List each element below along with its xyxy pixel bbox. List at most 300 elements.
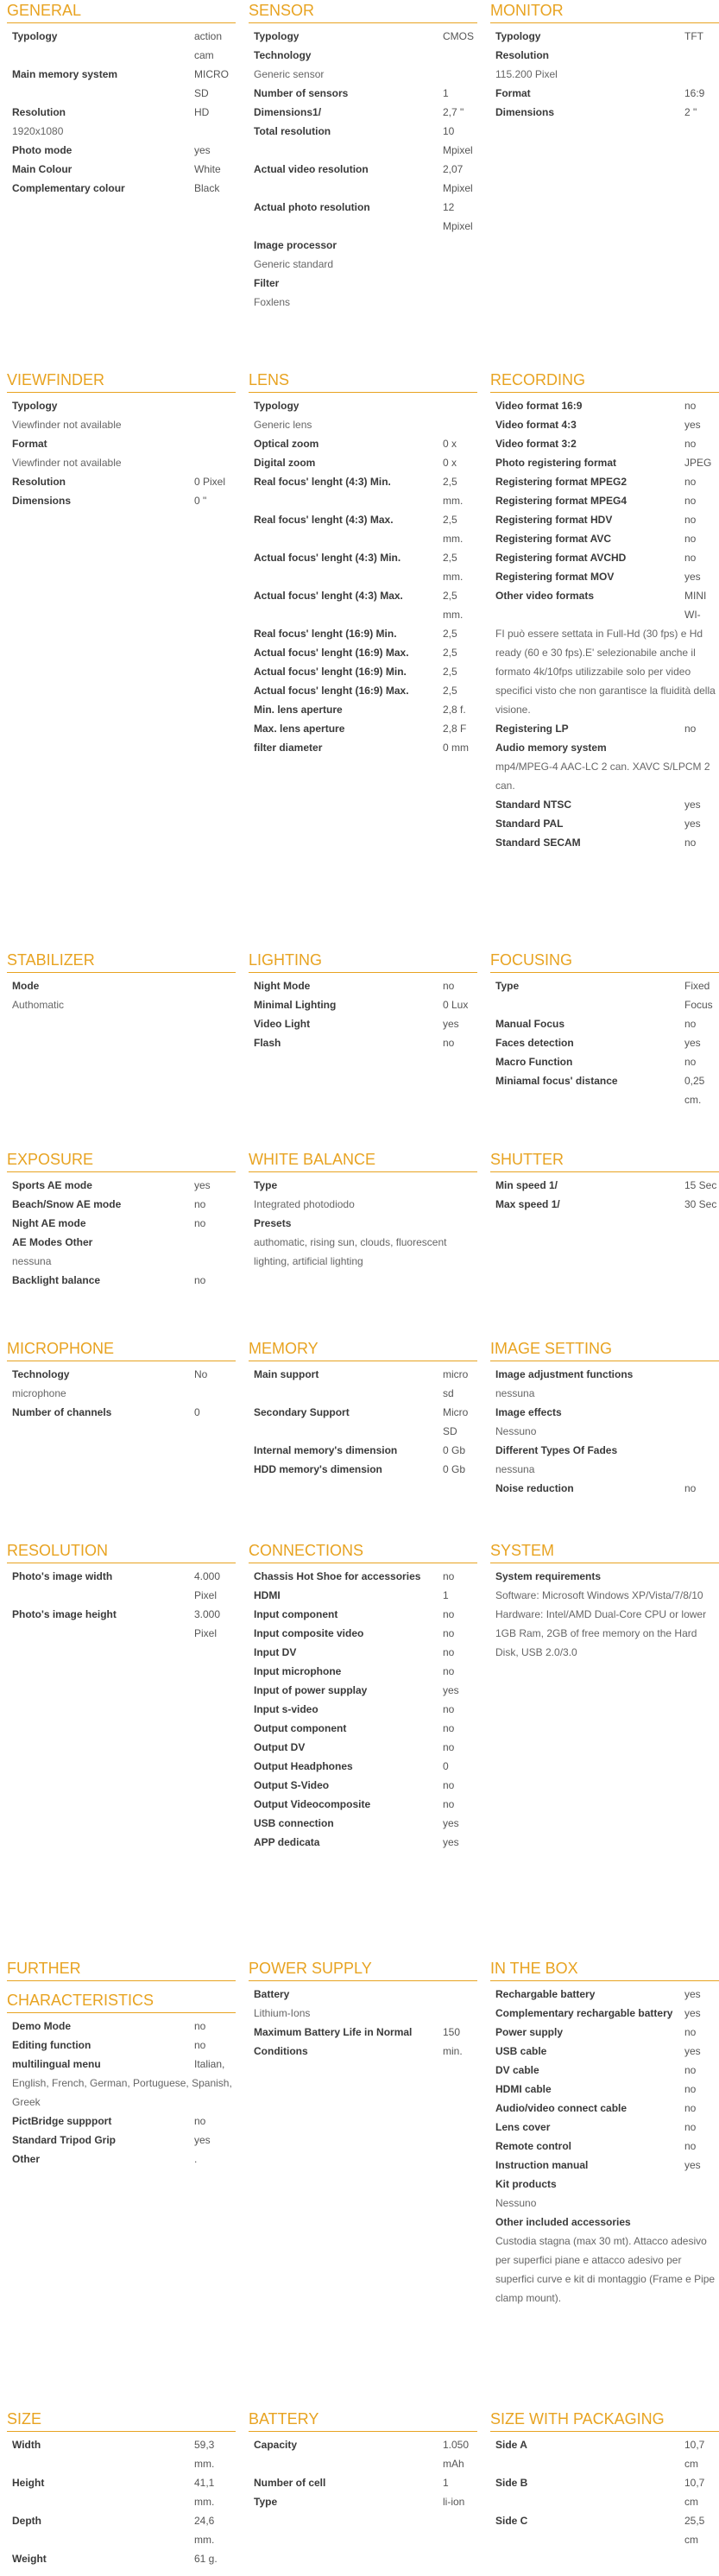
spec-row-video-format-4-3	[490, 415, 719, 434]
section-title: GENERAL	[7, 0, 236, 23]
spec-value: no	[684, 400, 697, 412]
spec-value: 2,5 mm.	[443, 514, 464, 545]
spec-value: 115.200 Pixel	[495, 68, 558, 80]
spec-label: Standard PAL	[495, 818, 564, 830]
spec-label: Registering format MOV	[495, 571, 615, 583]
spec-row-main-memory-system	[7, 65, 236, 103]
spec-row-real-focus-lenght-16-9-min	[249, 624, 477, 643]
spec-block-other-included-accessories	[490, 2213, 719, 2308]
spec-block-note	[490, 624, 719, 719]
spec-value: Fixed Focus	[684, 980, 713, 1011]
spec-value: no	[684, 1018, 697, 1030]
section-resolution	[7, 1540, 236, 1643]
section-microphone	[7, 1338, 236, 1422]
spec-value: Black	[194, 182, 220, 194]
spec-row-photo-s-image-height	[7, 1605, 236, 1643]
spec-label: Real focus' lenght (4:3) Min.	[254, 476, 391, 488]
spec-label: Photo mode	[12, 144, 73, 156]
spec-value: yes	[443, 1018, 459, 1030]
spec-row-number-of-sensors	[249, 84, 477, 103]
spec-value: 0 x	[443, 438, 457, 450]
section-sensor	[249, 0, 477, 312]
spec-value: 150 min.	[443, 2026, 463, 2057]
spec-row-registering-format-mov	[490, 567, 719, 586]
section-size-with-packaging	[490, 2409, 719, 2549]
spec-row-input-dv	[249, 1643, 477, 1662]
section-battery	[249, 2409, 477, 2511]
spec-label: Sports AE mode	[12, 1179, 92, 1191]
spec-label: Presets	[254, 1217, 292, 1229]
spec-row-demo-mode	[7, 2017, 236, 2036]
spec-value: no	[443, 1798, 455, 1810]
spec-row-photo-s-image-width	[7, 1567, 236, 1605]
spec-value: Authomatic	[12, 999, 65, 1011]
spec-row-technology	[7, 1365, 236, 1384]
spec-block-note	[7, 122, 236, 141]
spec-block-filter	[249, 274, 477, 312]
spec-row-real-focus-lenght-4-3-max	[249, 510, 477, 548]
spec-label: Resolution	[12, 106, 66, 118]
spec-value: 1920x1080	[12, 125, 64, 137]
spec-label: Type	[254, 2496, 278, 2508]
spec-label: Faces detection	[495, 1037, 574, 1049]
spec-label: Output Headphones	[254, 1760, 353, 1772]
section-monitor	[490, 0, 719, 122]
spec-label: Output DV	[254, 1741, 306, 1753]
spec-value: 2,5	[443, 647, 457, 659]
spec-label: Actual photo resolution	[254, 201, 370, 213]
spec-value: White	[194, 163, 221, 175]
spec-value: 2,8 f.	[443, 704, 466, 716]
section-focusing	[490, 950, 719, 1109]
spec-row-other-video-formats	[490, 586, 719, 624]
spec-row-macro-function	[490, 1052, 719, 1071]
spec-value: .	[194, 2153, 198, 2165]
spec-label: Standard NTSC	[495, 799, 572, 811]
spec-row-typology	[490, 27, 719, 46]
spec-label: Input component	[254, 1608, 338, 1620]
spec-label: Real focus' lenght (16:9) Min.	[254, 628, 397, 640]
spec-value: Software: Microsoft Windows XP/Vista/7/8/10	[495, 1589, 703, 1601]
spec-label: Type	[254, 1179, 278, 1191]
section-white-balance	[249, 1149, 477, 1271]
spec-label: Macro Function	[495, 1056, 573, 1068]
spec-row-registering-format-avchd	[490, 548, 719, 567]
spec-value: no	[443, 1627, 455, 1639]
spec-value: no	[684, 2102, 697, 2114]
spec-label: Resolution	[12, 476, 66, 488]
spec-row-lens-cover	[490, 2118, 719, 2137]
spec-row-output-dv	[249, 1738, 477, 1757]
spec-value: no	[684, 837, 697, 849]
spec-value: li-ion	[443, 2496, 465, 2508]
spec-value: yes	[194, 1179, 211, 1191]
spec-label: PictBridge suppport	[12, 2115, 112, 2127]
spec-value: Micro SD	[443, 1406, 469, 1437]
spec-value: no	[443, 1646, 455, 1658]
section-connections	[249, 1540, 477, 1852]
spec-value: 0	[443, 1760, 449, 1772]
spec-row-registering-format-avc	[490, 529, 719, 548]
spec-label: Power supply	[495, 2026, 564, 2038]
spec-label: USB cable	[495, 2045, 547, 2057]
spec-block-resolution	[490, 46, 719, 84]
spec-row-height	[7, 2473, 236, 2511]
spec-value: 2 "	[684, 106, 697, 118]
spec-block-presets	[249, 1214, 477, 1271]
spec-row-hdmi	[249, 1586, 477, 1605]
spec-row-main-colour	[7, 160, 236, 179]
spec-row-side-c	[490, 2511, 719, 2549]
spec-value: FI può essere settata in Full-Hd (30 fps) e Hd ready (60 e 30 fps).E' selezionabile anche il formato 4k/10fps utilizzabile solo per video specifici visto che non garantisce la fluidità della visione.	[495, 628, 716, 716]
spec-row-weight	[7, 2549, 236, 2568]
spec-value: Viewfinder not available	[12, 419, 122, 431]
spec-row-faces-detection	[490, 1033, 719, 1052]
spec-label: Instruction manual	[495, 2159, 589, 2171]
section-title: SIZE	[7, 2409, 236, 2432]
spec-row-max-speed-1	[490, 1195, 719, 1214]
spec-value: no	[684, 533, 697, 545]
spec-label: System requirements	[495, 1570, 602, 1582]
spec-value: yes	[684, 2045, 701, 2057]
section-title: SHUTTER	[490, 1149, 719, 1172]
spec-label: Actual video resolution	[254, 163, 369, 175]
spec-block-kit-products	[490, 2175, 719, 2213]
spec-value: Hardware: Intel/AMD Dual-Core CPU or lower 1GB Ram, 2GB of free memory on the Hard Disk, USB 2.0/3.0	[495, 1608, 707, 1658]
section-power-supply	[249, 1958, 477, 2061]
spec-label: DV cable	[495, 2064, 539, 2076]
spec-block-ae-modes-other	[7, 1233, 236, 1271]
section-title: VIEWFINDER	[7, 369, 236, 393]
spec-value: nessuna	[495, 1463, 535, 1475]
spec-block-format	[7, 434, 236, 472]
spec-value: no	[684, 495, 697, 507]
spec-value: CMOS	[443, 30, 474, 42]
spec-row-standard-pal	[490, 814, 719, 833]
spec-label: Side B	[495, 2477, 528, 2489]
spec-label: Dimensions	[12, 495, 72, 507]
spec-value: micro sd	[443, 1368, 469, 1399]
spec-row-number-of-cell	[249, 2473, 477, 2492]
spec-row-sports-ae-mode	[7, 1176, 236, 1195]
spec-value: yes	[684, 2159, 701, 2171]
spec-value: JPEG	[684, 457, 712, 469]
section-lens	[249, 369, 477, 757]
spec-label: Photo's image width	[12, 1570, 113, 1582]
spec-label: Mode	[12, 980, 40, 992]
spec-value: no	[684, 723, 697, 735]
spec-row-photo-mode	[7, 141, 236, 160]
section-title: MICROPHONE	[7, 1338, 236, 1361]
spec-row-standard-secam	[490, 833, 719, 852]
spec-label: Digital zoom	[254, 457, 316, 469]
spec-row-input-component	[249, 1605, 477, 1624]
spec-label: Registering format HDV	[495, 514, 613, 526]
spec-value: yes	[684, 799, 701, 811]
spec-label: Input composite video	[254, 1627, 364, 1639]
spec-label: Night AE mode	[12, 1217, 86, 1229]
spec-label: Side A	[495, 2439, 527, 2451]
spec-row-maximum-battery-life-in-normal-conditions	[249, 2023, 477, 2061]
spec-label: Complementary colour	[12, 182, 125, 194]
spec-block-note	[7, 1384, 236, 1403]
spec-label: Capacity	[254, 2439, 298, 2451]
spec-value: nessuna	[12, 1255, 52, 1267]
spec-label: Weight	[12, 2553, 47, 2565]
section-viewfinder	[7, 369, 236, 510]
spec-block-typology	[7, 396, 236, 434]
spec-row-other	[7, 2150, 236, 2169]
spec-label: Beach/Snow AE mode	[12, 1198, 122, 1210]
spec-value: Generic lens	[254, 419, 312, 431]
spec-label: Max. lens aperture	[254, 723, 345, 735]
spec-label: Video format 16:9	[495, 400, 583, 412]
spec-row-usb-cable	[490, 2042, 719, 2061]
spec-row-minimal-lighting	[249, 995, 477, 1014]
spec-value: Generic sensor	[254, 68, 325, 80]
spec-row-registering-format-hdv	[490, 510, 719, 529]
spec-row-filter-diameter	[249, 738, 477, 757]
spec-block-typology	[249, 396, 477, 434]
spec-value: 2,5	[443, 666, 457, 678]
spec-label: Actual focus' lenght (16:9) Max.	[254, 647, 409, 659]
spec-value: no	[684, 552, 697, 564]
section-memory	[249, 1338, 477, 1479]
spec-value: 2,8 F	[443, 723, 467, 735]
spec-value: no	[443, 1570, 455, 1582]
spec-row-app-dedicata	[249, 1833, 477, 1852]
spec-value: HD	[194, 106, 210, 118]
section-title: LIGHTING	[249, 950, 477, 973]
spec-row-photo-registering-format	[490, 453, 719, 472]
spec-label: Min. lens aperture	[254, 704, 343, 716]
spec-label: Photo registering format	[495, 457, 617, 469]
spec-label: Type	[495, 980, 520, 992]
spec-label: Input s-video	[254, 1703, 319, 1715]
spec-label: Height	[12, 2477, 45, 2489]
spec-value: 30 Sec	[684, 1198, 717, 1210]
spec-row-registering-lp	[490, 719, 719, 738]
spec-row-night-mode	[249, 976, 477, 995]
spec-row-resolution	[7, 103, 236, 122]
spec-value: 0 Lux	[443, 999, 469, 1011]
spec-value: 2,07 Mpixel	[443, 163, 473, 194]
spec-row-input-composite-video	[249, 1624, 477, 1643]
spec-label: Input of power supplay	[254, 1684, 368, 1696]
spec-row-noise-reduction	[490, 1479, 719, 1498]
section-in-the-box	[490, 1958, 719, 2308]
spec-label: Video format 4:3	[495, 419, 577, 431]
spec-label: Other included accessories	[495, 2216, 631, 2228]
spec-label: Dimensions	[495, 106, 555, 118]
section-title: SYSTEM	[490, 1540, 719, 1563]
section-image-setting	[490, 1338, 719, 1498]
spec-label: Min speed 1/	[495, 1179, 558, 1191]
spec-label: Miniamal focus' distance	[495, 1075, 618, 1087]
spec-label: Output S-Video	[254, 1779, 330, 1791]
spec-value: Nessuno	[495, 1425, 537, 1437]
spec-value: 1	[443, 87, 449, 99]
section-lighting	[249, 950, 477, 1052]
section-title: MONITOR	[490, 0, 719, 23]
spec-label: Backlight balance	[12, 1274, 101, 1286]
spec-value: no	[684, 2026, 697, 2038]
spec-label: Maximum Battery Life in Normal Conditions	[254, 2026, 413, 2057]
spec-label: Actual focus' lenght (16:9) Min.	[254, 666, 407, 678]
spec-label: Registering LP	[495, 723, 569, 735]
spec-row-output-videocomposite	[249, 1795, 477, 1814]
spec-block-technology	[249, 46, 477, 84]
spec-value: no	[443, 1779, 455, 1791]
spec-value: 0 mm	[443, 742, 469, 754]
spec-value: 0 Gb	[443, 1444, 466, 1456]
spec-label: Typology	[495, 30, 541, 42]
spec-row-multilingual-menu	[7, 2055, 236, 2074]
spec-value: 0 "	[194, 495, 207, 507]
spec-row-optical-zoom	[249, 434, 477, 453]
spec-label: Different Types Of Fades	[495, 1444, 618, 1456]
spec-label: Image adjustment functions	[495, 1368, 634, 1380]
spec-block-mode	[7, 976, 236, 1014]
spec-value: no	[194, 1198, 206, 1210]
spec-value: authomatic, rising sun, clouds, fluorescent lighting, artificial lighting	[254, 1236, 447, 1267]
spec-label: Video format 3:2	[495, 438, 577, 450]
spec-row-max-lens-aperture	[249, 719, 477, 738]
spec-row-side-b	[490, 2473, 719, 2511]
section-title: IN THE BOX	[490, 1958, 719, 1981]
spec-label: Number of cell	[254, 2477, 326, 2489]
spec-label: Typology	[12, 400, 58, 412]
spec-label: HDMI	[254, 1589, 281, 1601]
spec-value: no	[443, 1741, 455, 1753]
spec-label: Image processor	[254, 239, 337, 251]
spec-value: yes	[194, 144, 211, 156]
spec-label: Number of sensors	[254, 87, 349, 99]
spec-label: Audio/video connect cable	[495, 2102, 628, 2114]
spec-row-type	[249, 2492, 477, 2511]
spec-value: action cam	[194, 30, 223, 61]
spec-label: Standard Tripod Grip	[12, 2134, 117, 2146]
spec-value: 0,25 cm.	[684, 1075, 705, 1106]
spec-row-output-component	[249, 1719, 477, 1738]
spec-value: 15 Sec	[684, 1179, 717, 1191]
spec-row-actual-focus-lenght-4-3-max	[249, 586, 477, 624]
spec-row-video-format-3-2	[490, 434, 719, 453]
spec-value: microphone	[12, 1387, 66, 1399]
spec-label: Typology	[254, 30, 300, 42]
spec-value: yes	[684, 419, 701, 431]
spec-label: Actual focus' lenght (4:3) Max.	[254, 590, 403, 602]
spec-value: no	[684, 2083, 697, 2095]
spec-row-side-a	[490, 2435, 719, 2473]
spec-label: AE Modes Other	[12, 1236, 93, 1248]
spec-label: Noise reduction	[495, 1482, 574, 1494]
section-system	[490, 1540, 719, 1662]
spec-label: Rechargable battery	[495, 1988, 596, 2000]
spec-value: Nessuno	[495, 2197, 537, 2209]
spec-row-hdd-memory-s-dimension	[249, 1460, 477, 1479]
spec-row-number-of-channels	[7, 1403, 236, 1422]
section-title: IMAGE SETTING	[490, 1338, 719, 1361]
spec-row-input-s-video	[249, 1700, 477, 1719]
spec-value: no	[194, 1217, 206, 1229]
spec-row-digital-zoom	[249, 453, 477, 472]
spec-label: Image effects	[495, 1406, 562, 1418]
spec-row-complementary-colour	[7, 179, 236, 198]
section-shutter	[490, 1149, 719, 1214]
spec-value: mp4/MPEG-4 AAC-LC 2 can. XAVC S/LPCM 2 can.	[495, 761, 710, 792]
spec-row-registering-format-mpeg4	[490, 491, 719, 510]
spec-value: Generic standard	[254, 258, 334, 270]
spec-row-typology	[7, 27, 236, 65]
spec-value: 2,5 mm.	[443, 590, 464, 621]
spec-row-dimensions1	[249, 103, 477, 122]
spec-label: Night Mode	[254, 980, 311, 992]
spec-row-depth	[7, 2511, 236, 2549]
section-title: FOCUSING	[490, 950, 719, 973]
spec-label: Lens cover	[495, 2121, 551, 2133]
spec-value: no	[443, 980, 455, 992]
spec-value: no	[684, 476, 697, 488]
spec-row-night-ae-mode	[7, 1214, 236, 1233]
spec-value: no	[194, 2039, 206, 2051]
spec-row-min-lens-aperture	[249, 700, 477, 719]
spec-block-audio-memory-system	[490, 738, 719, 795]
spec-row-typology	[249, 27, 477, 46]
spec-block-image-adjustment-functions	[490, 1365, 719, 1403]
spec-value: 61 g.	[194, 2553, 218, 2565]
spec-row-miniamal-focus-distance	[490, 1071, 719, 1109]
spec-label: Remote control	[495, 2140, 572, 2152]
spec-label: Actual focus' lenght (4:3) Min.	[254, 552, 401, 564]
section-title: MEMORY	[249, 1338, 477, 1361]
spec-label: Standard SECAM	[495, 837, 581, 849]
spec-value: no	[684, 2064, 697, 2076]
spec-value: yes	[684, 1988, 701, 2000]
spec-value: yes	[194, 2134, 211, 2146]
spec-value: MICRO SD	[194, 68, 229, 99]
section-title: CONNECTIONS	[249, 1540, 477, 1563]
spec-block-type	[249, 1176, 477, 1214]
spec-row-remote-control	[490, 2137, 719, 2156]
spec-label: Main memory system	[12, 68, 118, 80]
spec-value: 0 x	[443, 457, 457, 469]
section-size	[7, 2409, 236, 2568]
spec-value: no	[684, 514, 697, 526]
spec-row-beach-snow-ae-mode	[7, 1195, 236, 1214]
spec-label: Minimal Lighting	[254, 999, 337, 1011]
spec-label: Manual Focus	[495, 1018, 565, 1030]
spec-label: Video Light	[254, 1018, 311, 1030]
spec-row-complementary-rechargable-battery	[490, 2004, 719, 2023]
spec-row-input-of-power-supplay	[249, 1681, 477, 1700]
spec-block-system-requirements	[490, 1567, 719, 1662]
spec-value: yes	[684, 2007, 701, 2019]
spec-row-input-microphone	[249, 1662, 477, 1681]
spec-value: nessuna	[495, 1387, 535, 1399]
spec-value: no	[684, 2140, 697, 2152]
section-stabilizer	[7, 950, 236, 1014]
section-title: RECORDING	[490, 369, 719, 393]
section-title: WHITE BALANCE	[249, 1149, 477, 1172]
spec-row-actual-focus-lenght-4-3-min	[249, 548, 477, 586]
spec-value: no	[443, 1037, 455, 1049]
spec-label: Internal memory's dimension	[254, 1444, 398, 1456]
spec-row-secondary-support	[249, 1403, 477, 1441]
spec-block-image-effects	[490, 1403, 719, 1441]
spec-value: TFT	[684, 30, 703, 42]
spec-label: filter diameter	[254, 742, 323, 754]
